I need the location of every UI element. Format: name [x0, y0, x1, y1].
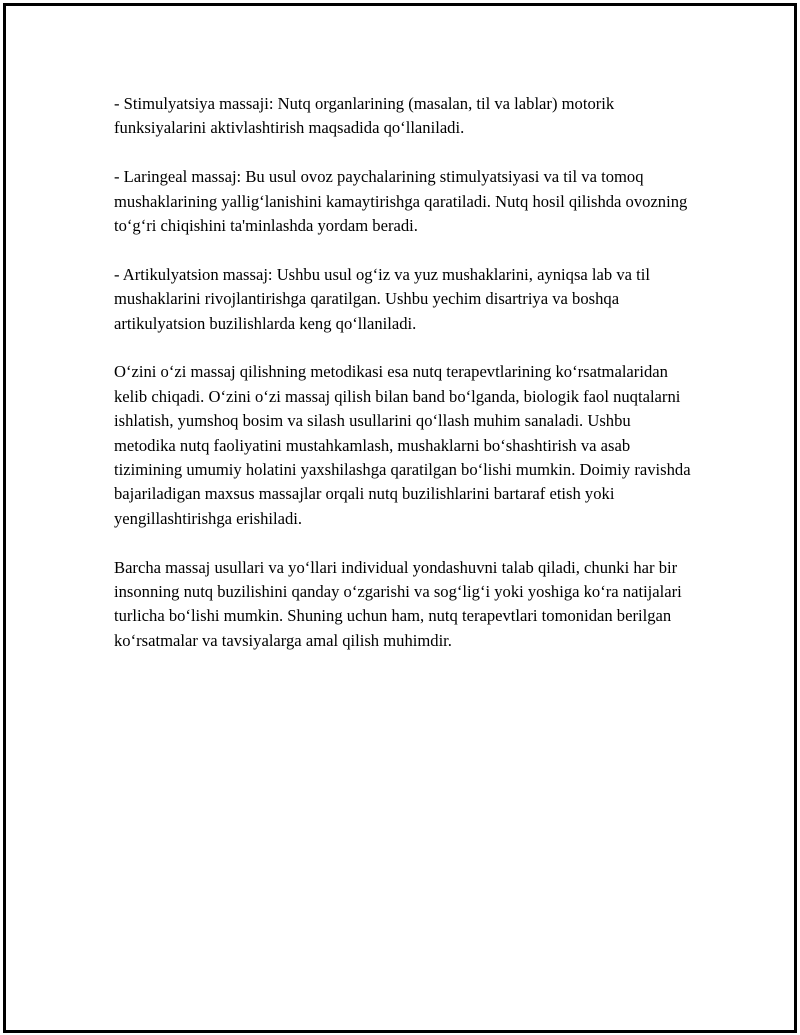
- paragraph-articulation-massage: - Artikulyatsion massaj: Ushbu usul og‘iz va yuz mushaklarini, ayniqsa lab va til mushaklarini rivojlantirishga qaratilgan. Ushbu yechim disartriya va boshqa artikulyatsion buzilishlarda keng qo‘llaniladi.: [114, 264, 650, 333]
- paragraph-self-massage-method: O‘zini o‘zi massaj qilishning metodikasi esa nutq terapevtlarining ko‘rsatmalaridan kelib chiqadi. O‘zini o‘zi massaj qilish bilan band bo‘lganda, biologik faol nuqtalarni ishlatish, yumshoq bosim va silash usullarini qo‘llash muhim sanaladi. Ushbu metodika nutq faoliyatini mustahkamlash, mushaklarni bo‘shashtirish va asab tizimining umumiy holatini yaxshilashga qaratilgan bo‘lishi mumkin. Doimiy ravishda bajariladigan maxsus massajlar orqali nutq buzilishlarini bartaraf etish yoki yengillashtirishga erishiladi.: [114, 362, 691, 528]
- paragraph-laryngeal-massage: - Laringeal massaj: Bu usul ovoz paychalarining stimulyatsiyasi va til va tomoq mushaklarining yallig‘lanishini kamaytirishga qaratiladi. Nutq hosil qilishda ovozning to‘g‘ri chiqishini ta'minlashda yordam beradi.: [114, 167, 688, 236]
- paragraph-individual-approach: Barcha massaj usullari va yo‘llari individual yondashuvni talab qiladi, chunki har bir insonning nutq buzilishini qanday o‘zgarishi va sog‘lig‘i yoki yoshiga ko‘ra natijalari turlicha bo‘lishi mumkin. Shuning uchun ham, nutq terapevtlari tomonidan berilgan ko‘rsatmalar va tavsiyalarga amal qilish muhimdir.: [114, 557, 682, 650]
- paragraph-stimulation-massage: - Stimulyatsiya massaji: Nutq organlarining (masalan, til va lablar) motorik funksiyalarini aktivlashtirish maqsadida qo‘llaniladi.: [114, 94, 615, 138]
- document-body: [114, 92, 694, 678]
